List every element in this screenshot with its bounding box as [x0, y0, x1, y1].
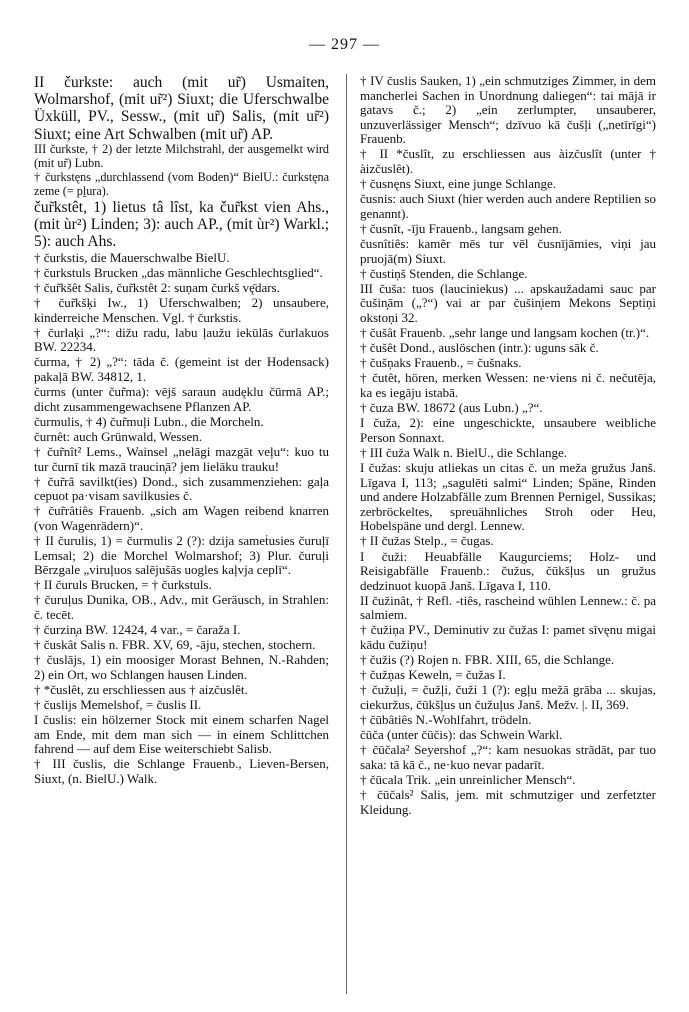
dictionary-entry: † *čuslêt, zu erschliessen aus † aizčuslêt.: [34, 682, 248, 698]
dictionary-entry: II čurkste: auch (mit ur̃) Usmaiten, Wolmarshof, (mit ur̃²) Siuxt; die Uferschwalbe Üxküll, PV., Sessw., (mit ur̃) Salis, (mit ur̃²) Siuxt; eine Art Schwalben (mit ur̃) AP.: [34, 74, 329, 143]
dictionary-entry: † čurkstuls Brucken „das männliche Geschlechtsglied“.: [34, 264, 323, 280]
dictionary-entry: I čužas: skuju atliekas un citas č. un meža gružus Janš. Līgava I, 113; „sagulēti salmi“ Linden; Späne, Rinden und andere Holzabfälle zum Brennen Pernigel, Sussikas; zerbröckeltes, spreuähnliches Stroh oder Heu, Hobelspäne und dergl. Lennew.: [360, 459, 656, 534]
dictionary-entry: † čustiņš Stenden, die Schlange.: [360, 265, 528, 281]
dictionary-entry: † III čuslis, die Schlange Frauenb., Lieven-Bersen, Siuxt, (n. BielU.) Walk.: [34, 756, 329, 787]
dictionary-entry: † čusnęns Siuxt, eine junge Schlange.: [360, 176, 557, 192]
dictionary-entry: † čutêt, hören, merken Wessen: ne·viens ni č. nečutēja, ka es iegāju istabā.: [360, 370, 656, 400]
dictionary-entry: † čurkstis, die Mauerschwalbe BielU.: [34, 249, 230, 265]
dictionary-entry: † čur̃nît² Lems., Wainsel „nelāgi mazgāt veļu“: kuo tu tur čurnī tik mazā traucin̦ā? jem lielāku trauku!: [34, 444, 329, 474]
dictionary-entry: † II čuruls Brucken, = † čurkstuls.: [34, 577, 212, 593]
right-column: [360, 74, 656, 999]
dictionary-entry: † čužņas Keweln, = čužas I.: [360, 667, 506, 683]
dictionary-entry: † čur̃râtiês Frauenb. „sich am Wagen reibend knarren (von Wagenrädern)“.: [34, 503, 329, 533]
dictionary-entry: † čuskât Salis n. FBR. XV, 69, -āju, stechen, stochern.: [34, 637, 316, 653]
dictionary-entry: † II čurulis, 1) = čurmulis 2 (?): dzija sameṫusies čuruļī Lemsal; 2) die Morchel Wolmarshof; 3) Plur. čuruļi Bērzgale „viruļuos salējušās uogles kaļvja ceplī“.: [34, 533, 329, 578]
dictionary-entry: † čūbâtiês N.-Wohlfahrt, trödeln.: [360, 712, 532, 728]
dictionary-entry: † čužuļi, = čužļi, čuži 1 (?): egļu mežā grāba ... skujas, ciekuržus, čūkšļus un čužuļus Janš. Mežv. |. II, 369.: [360, 682, 656, 712]
left-column: [34, 74, 329, 999]
dictionary-entry: III čuša: tuos (lauciniekus) ... apskaužadami sauc par čušin̦ām („?“) vai ar par čušin̦iem Mekons Septiņi okstoņi 32.: [360, 280, 656, 325]
dictionary-entry: † čužis (?) Rojen n. FBR. XIII, 65, die Schlange.: [360, 652, 615, 668]
dictionary-entry: † IV čuslis Sauken, 1) „ein schmutziges Zimmer, in dem mancherlei Sachen in Unordnung daliegen“: tai mājā ir gatavs č.; 2) „ein zerlumpter, unsauberer, unzuverlässiger Mensch“; dzīvuo kā čušļi („netīrīgi“) Frauenb.: [360, 74, 656, 147]
dictionary-entry: † III čuža Walk n. BielU., die Schlange.: [360, 444, 568, 460]
dictionary-entry: čusnis: auch Siuxt (hier werden auch andere Reptilien so genannt).: [360, 191, 656, 221]
dictionary-entry: II čužinât, † Refl. -tiês, rascheind wühlen Lennew.: č. pa salmiem.: [360, 592, 656, 623]
dictionary-entry: † čur̃râ savilkt(ies) Dond., sich zusammenziehen: gaļa cepuot pa·visam savilkusies č.: [34, 473, 329, 504]
dictionary-entry: † čuza BW. 18672 (aus Lubn.) „?“.: [360, 400, 543, 416]
dictionary-entry: čurma, † 2) „?“: tāda č. (gemeint ist der Hodensack) pakaļā BW. 34812, 1.: [34, 354, 329, 385]
dictionary-entry: I čuža, 2): eine ungeschickte, unsaubere weibliche Person Sonnaxt.: [360, 415, 656, 445]
dictionary-entry: † II čužas Stelp., = čugas.: [360, 533, 494, 549]
dictionary-entry: † čušêt Dond., auslöschen (intr.): uguns sāk č.: [360, 340, 599, 356]
dictionary-entry: čur̃kstêt, 1) lietus tâ lîst, ka čur̃kst vien Ahs., (mit ùr²) Linden; 3): auch AP., (mit ùr²) Warkl.; 5): auch Ahs.: [34, 198, 329, 251]
dictionary-entry: † čusnît, -īju Frauenb., langsam gehen.: [360, 220, 562, 236]
page-number: — 297 —: [309, 36, 380, 53]
dictionary-entry: čurms (unter čur̃ma): vējš saraun audęklu čūrmā AP.; dicht zusammengewachsene Pflanzen AP.: [34, 384, 329, 414]
dictionary-entry: † čuslājs, 1) ein moosiger Morast Behnen, N.-Rahden; 2) ein Ort, wo Schlangen hausen Linden.: [34, 652, 329, 682]
dictionary-entry: † čuslijs Memelshof, = čuslis II.: [34, 697, 202, 713]
dictionary-entry: † čušât Frauenb. „sehr lange und langsam kochen (tr.)“.: [360, 325, 650, 341]
dictionary-entry: čusnîtiês: kamẽr mēs tur vēl čusnījāmies, viņi jau pruojā(m) Siuxt.: [360, 236, 656, 266]
dictionary-entry: čūča (unter čūčis): das Schwein Warkl.: [360, 727, 563, 743]
dictionary-entry: † čūčala² Seyershof „?“: kam nesuokas strādāt, par tuo saka: tā kā č., ne·kuo nevar padarīt.: [360, 742, 656, 772]
dictionary-entry: čurmulis, † 4) čur̃muļi Lubn., die Morcheln.: [34, 413, 264, 429]
dictionary-entry: I čuži: Heuabfälle Kaugurciems; Holz- und Reisigabfälle Frauenb.: čužus, čūkšļus un gružus dedzinuot kuopā Janš. Līgava I, 110.: [360, 548, 656, 593]
dictionary-entry: † čurlaķi „?“: dižu radu, labu ļaužu iekūlās čurlakuos BW. 22234.: [34, 324, 329, 355]
dictionary-entry: čurnêt: auch Grünwald, Wessen.: [34, 428, 203, 444]
dictionary-entry: † čušņaks Frauenb., = čušnaks.: [360, 355, 522, 371]
dictionary-entry: † čur̃kšêt Salis, čur̃kstêt 2: suņam čurkš vę̄dars.: [34, 279, 280, 295]
dictionary-entry: † čurzin̦a BW. 12424, 4 var., = čaraža I.: [34, 622, 241, 638]
dictionary-entry: † čurkstęns „durchlassend (vom Boden)“ BielU.: čurkstęna zeme (= pḻura).: [34, 170, 329, 198]
dictionary-entry: † čuruļus Dunika, OB., Adv., mit Geräusch, in Strahlen: č. tecēt.: [34, 592, 329, 623]
dictionary-entry: † čūcala Trik. „ein unreinlicher Mensch“.: [360, 771, 576, 787]
column-divider: [346, 74, 347, 994]
dictionary-entry: † čužiņa PV., Deminutiv zu čužas I: pamet sīvęnu migai kādu čužiņu!: [360, 622, 656, 653]
dictionary-entry: † čur̃kšķi Iw., 1) Uferschwalben; 2) unsaubere, kinderreiche Menschen. Vgl. † čurkstis.: [34, 295, 329, 325]
dictionary-entry: III čurkste, † 2) der letzte Milchstrahl, der ausgemelkt wird (mit ur̃) Lubn.: [34, 142, 329, 170]
dictionary-entry: I čuslis: ein hölzerner Stock mit einem scharfen Nagel am Ende, mit dem man sich — in einem Schlittchen fahrend — auf dem Eise weiterschiebt Salisb.: [34, 712, 329, 757]
dictionary-entry: † II *čuslît, zu erschliessen aus àizčuslît (unter † àizčuslêt).: [360, 146, 656, 177]
dictionary-entry: † čūčals² Salis, jem. mit schmutziger und zerfetzter Kleidung.: [360, 787, 656, 817]
